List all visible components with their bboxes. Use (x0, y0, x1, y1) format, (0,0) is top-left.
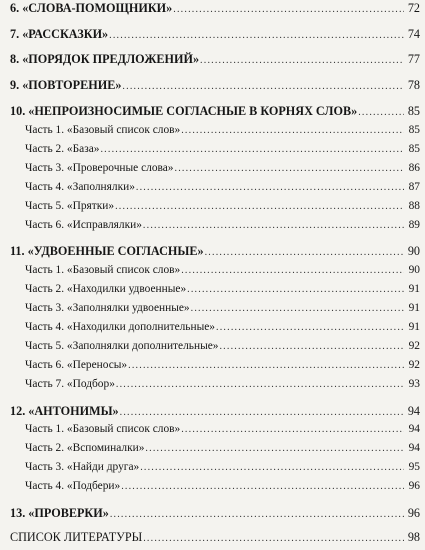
toc-chapter-8[interactable] (0, 52, 425, 67)
toc-chapter-10[interactable] (0, 104, 425, 119)
chapter-title: 8. «ПОРЯДОК ПРЕДЛОЖЕНИЙ» (10, 52, 200, 66)
part-title: Часть 2. «Находилки удвоенные» (25, 283, 187, 295)
part-title: Часть 5. «Заполнялки дополнительные» (25, 340, 219, 352)
part-title: Часть 6. «Исправлялки» (25, 219, 142, 231)
part-title: Часть 4. «Находилки дополнительные» (25, 321, 216, 333)
toc-part[interactable] (0, 423, 425, 435)
toc-part[interactable] (0, 200, 425, 212)
dot-leader (181, 424, 404, 435)
page-number: 85 (408, 143, 420, 155)
chapter-title: 9. «ПОВТОРЕНИЕ» (10, 78, 122, 92)
page-number: 94 (408, 442, 420, 454)
toc-chapter-7[interactable] (0, 27, 425, 42)
toc-part[interactable] (0, 442, 425, 454)
page-number: 85 (408, 124, 420, 136)
dot-leader (191, 303, 404, 314)
toc-part[interactable] (0, 264, 425, 276)
dot-leader (110, 509, 404, 520)
dot-leader (128, 360, 404, 371)
toc-chapter-9[interactable] (0, 78, 425, 93)
toc-part[interactable] (0, 321, 425, 333)
toc-bibliography[interactable] (0, 530, 425, 545)
page-number: 90 (408, 264, 420, 276)
toc-part[interactable] (0, 162, 425, 174)
chapter-title: 13. «ПРОВЕРКИ» (10, 506, 109, 520)
chapter-title: 10. «НЕПРОИЗНОСИМЫЕ СОГЛАСНЫЕ В КОРНЯХ СЛОВ» (10, 104, 358, 118)
dot-leader (200, 55, 404, 66)
dot-leader (115, 201, 404, 212)
dot-leader (181, 265, 404, 276)
page-number: 91 (408, 283, 420, 295)
page-number: 90 (407, 244, 420, 258)
page-number: 88 (408, 200, 420, 212)
toc-part[interactable] (0, 378, 425, 390)
dot-leader (145, 443, 404, 454)
chapter-title: 7. «РАССКАЗКИ» (10, 27, 109, 41)
part-title: Часть 7. «Подбор» (25, 378, 115, 390)
dot-leader (143, 533, 404, 544)
part-title: Часть 1. «Базовый список слов» (25, 423, 181, 435)
page-number: 86 (408, 162, 420, 174)
part-title: Часть 2. «Вспоминалки» (25, 442, 145, 454)
page-number: 89 (408, 219, 420, 231)
part-title: Часть 4. «Заполнялки» (25, 181, 135, 193)
page-number: 94 (407, 404, 420, 418)
dot-leader (100, 144, 404, 155)
page-number: 93 (408, 378, 420, 390)
page-number: 98 (407, 530, 420, 544)
dot-leader (358, 107, 404, 118)
toc-part[interactable] (0, 283, 425, 295)
part-title: Часть 1. «Базовый список слов» (25, 124, 181, 136)
dot-leader (173, 4, 404, 15)
part-title: Часть 3. «Заполнялки удвоенные» (25, 302, 190, 314)
chapter-title: 6. «СЛОВА-ПОМОЩНИКИ» (10, 1, 173, 15)
page-number: 85 (407, 104, 420, 118)
dot-leader (181, 125, 404, 136)
page-number: 94 (408, 423, 420, 435)
chapter-title: СПИСОК ЛИТЕРАТУРЫ (10, 530, 143, 544)
toc-part[interactable] (0, 181, 425, 193)
dot-leader (122, 81, 404, 92)
toc-part[interactable] (0, 359, 425, 371)
dot-leader (120, 407, 404, 418)
toc-part[interactable] (0, 143, 425, 155)
toc-chapter-13[interactable] (0, 506, 425, 521)
toc-part[interactable] (0, 461, 425, 473)
page-number: 95 (408, 461, 420, 473)
dot-leader (116, 379, 404, 390)
toc-part[interactable] (0, 480, 425, 492)
dot-leader (187, 284, 404, 295)
dot-leader (143, 220, 404, 231)
dot-leader (175, 163, 405, 174)
page-number: 92 (408, 359, 420, 371)
toc-part[interactable] (0, 124, 425, 136)
chapter-title: 11. «УДВОЕННЫЕ СОГЛАСНЫЕ» (10, 244, 204, 258)
part-title: Часть 5. «Прятки» (25, 200, 115, 212)
page-number: 77 (407, 52, 420, 66)
chapter-title: 12. «АНТОНИМЫ» (10, 404, 119, 418)
page-number: 96 (408, 480, 420, 492)
dot-leader (205, 247, 404, 258)
toc-part[interactable] (0, 340, 425, 352)
part-title: Часть 6. «Переносы» (25, 359, 128, 371)
toc-part[interactable] (0, 219, 425, 231)
dot-leader (109, 30, 404, 41)
page-number: 87 (408, 181, 420, 193)
page-number: 96 (407, 506, 420, 520)
page-number: 91 (408, 321, 420, 333)
page-number: 72 (407, 1, 420, 15)
dot-leader (136, 182, 404, 193)
toc-chapter-12[interactable] (0, 404, 425, 419)
toc-part[interactable] (0, 302, 425, 314)
dot-leader (140, 462, 404, 473)
page-number: 91 (408, 302, 420, 314)
dot-leader (121, 481, 404, 492)
part-title: Часть 3. «Проверочные слова» (25, 162, 174, 174)
dot-leader (219, 341, 404, 352)
part-title: Часть 1. «Базовый список слов» (25, 264, 181, 276)
toc-chapter-6[interactable] (0, 1, 425, 16)
part-title: Часть 4. «Подбери» (25, 480, 121, 492)
part-title: Часть 2. «База» (25, 143, 100, 155)
part-title: Часть 3. «Найди друга» (25, 461, 140, 473)
page-number: 78 (407, 78, 420, 92)
page-number: 92 (408, 340, 420, 352)
dot-leader (216, 322, 404, 333)
toc-chapter-11[interactable] (0, 244, 425, 259)
page-number: 74 (407, 27, 420, 41)
